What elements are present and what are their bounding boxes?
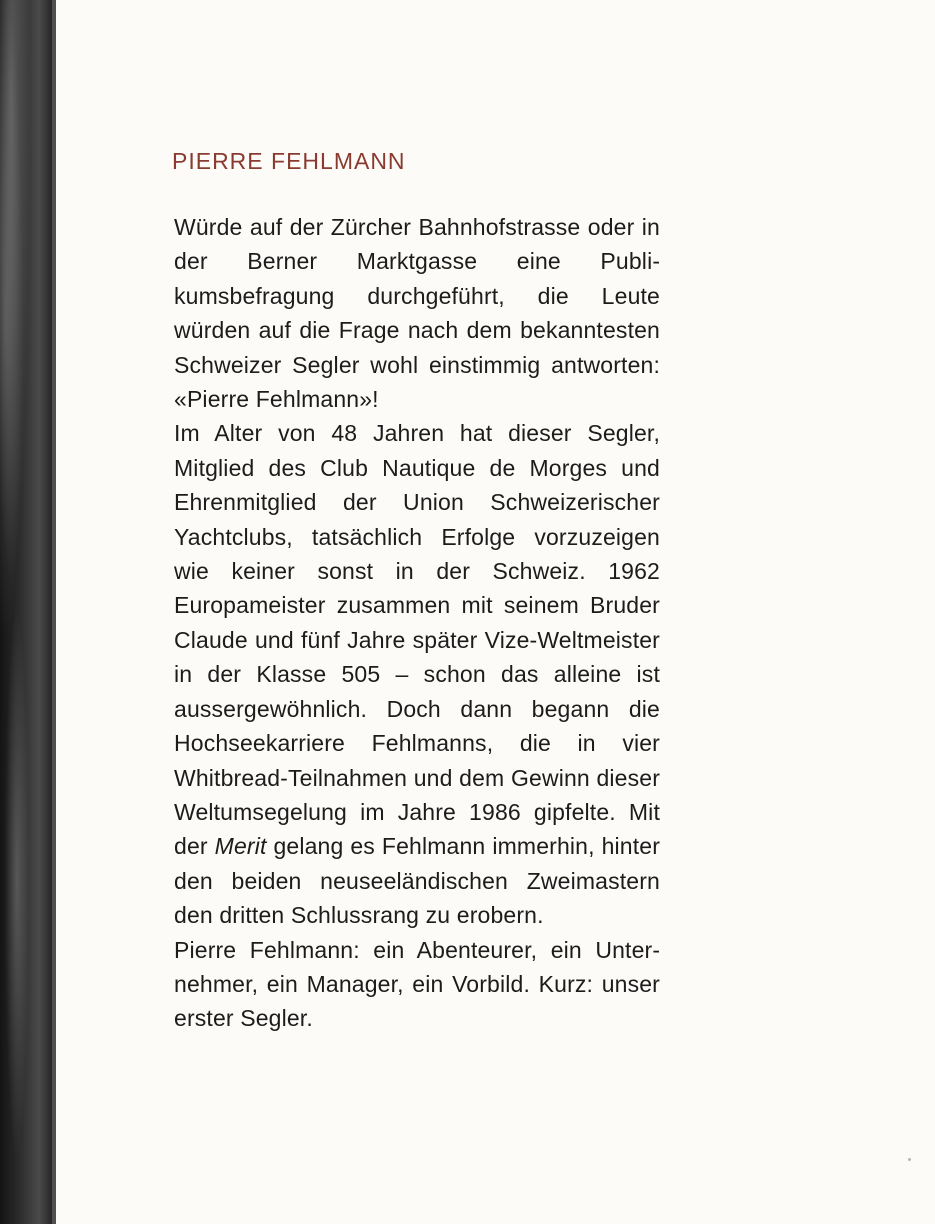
page-title: PIERRE FEHLMANN	[172, 148, 406, 174]
body-text	[174, 210, 660, 1036]
boat-name: Merit	[214, 833, 267, 860]
paper-speck	[908, 1158, 911, 1161]
book-binding	[0, 0, 56, 1224]
paragraph-2-text-b: gelang es Fehlmann immerhin, hinter den beiden neuseeländischen Zweimastern den dritten Schlussrang zu erobern.	[174, 833, 661, 929]
paragraph-2-text-a: Im Alter von 48 Jahren hat dieser Segler, Mitglied des Club Nautique de Morges und Ehrenmitglied der Union Schweizerischer Yachtclubs, tatsächlich Erfolge vorzuzeigen wie keiner sonst in der Schweiz. 1962 Europameister zusammen mit seinem Bruder Claude und fünf Jahre später Vize-Weltmeister in der Klasse 505 – schon das alleine ist aussergewöhnlich. Doch dann begann die Hochseekarriere Fehlmanns, die in vier Whitbread-Teilnahmen und dem Gewinn dieser Weltumsegelung im Jahre 1986 gipfelte. Mit der	[174, 420, 660, 860]
paragraph-1: Würde auf der Zürcher Bahnhofstrasse oder in der Berner Marktgasse eine Publikumsbefragung durchgeführt, die Leute würden auf die Frage nach dem bekanntesten Schweizer Segler wohl einstimmig antworten: «Pierre Fehlmann»!	[174, 214, 660, 413]
paragraph-3: Pierre Fehlmann: ein Abenteurer, ein Unternehmer, ein Manager, ein Vorbild. Kurz: unser erster Segler.	[174, 936, 660, 1032]
paragraph-2	[174, 416, 660, 932]
